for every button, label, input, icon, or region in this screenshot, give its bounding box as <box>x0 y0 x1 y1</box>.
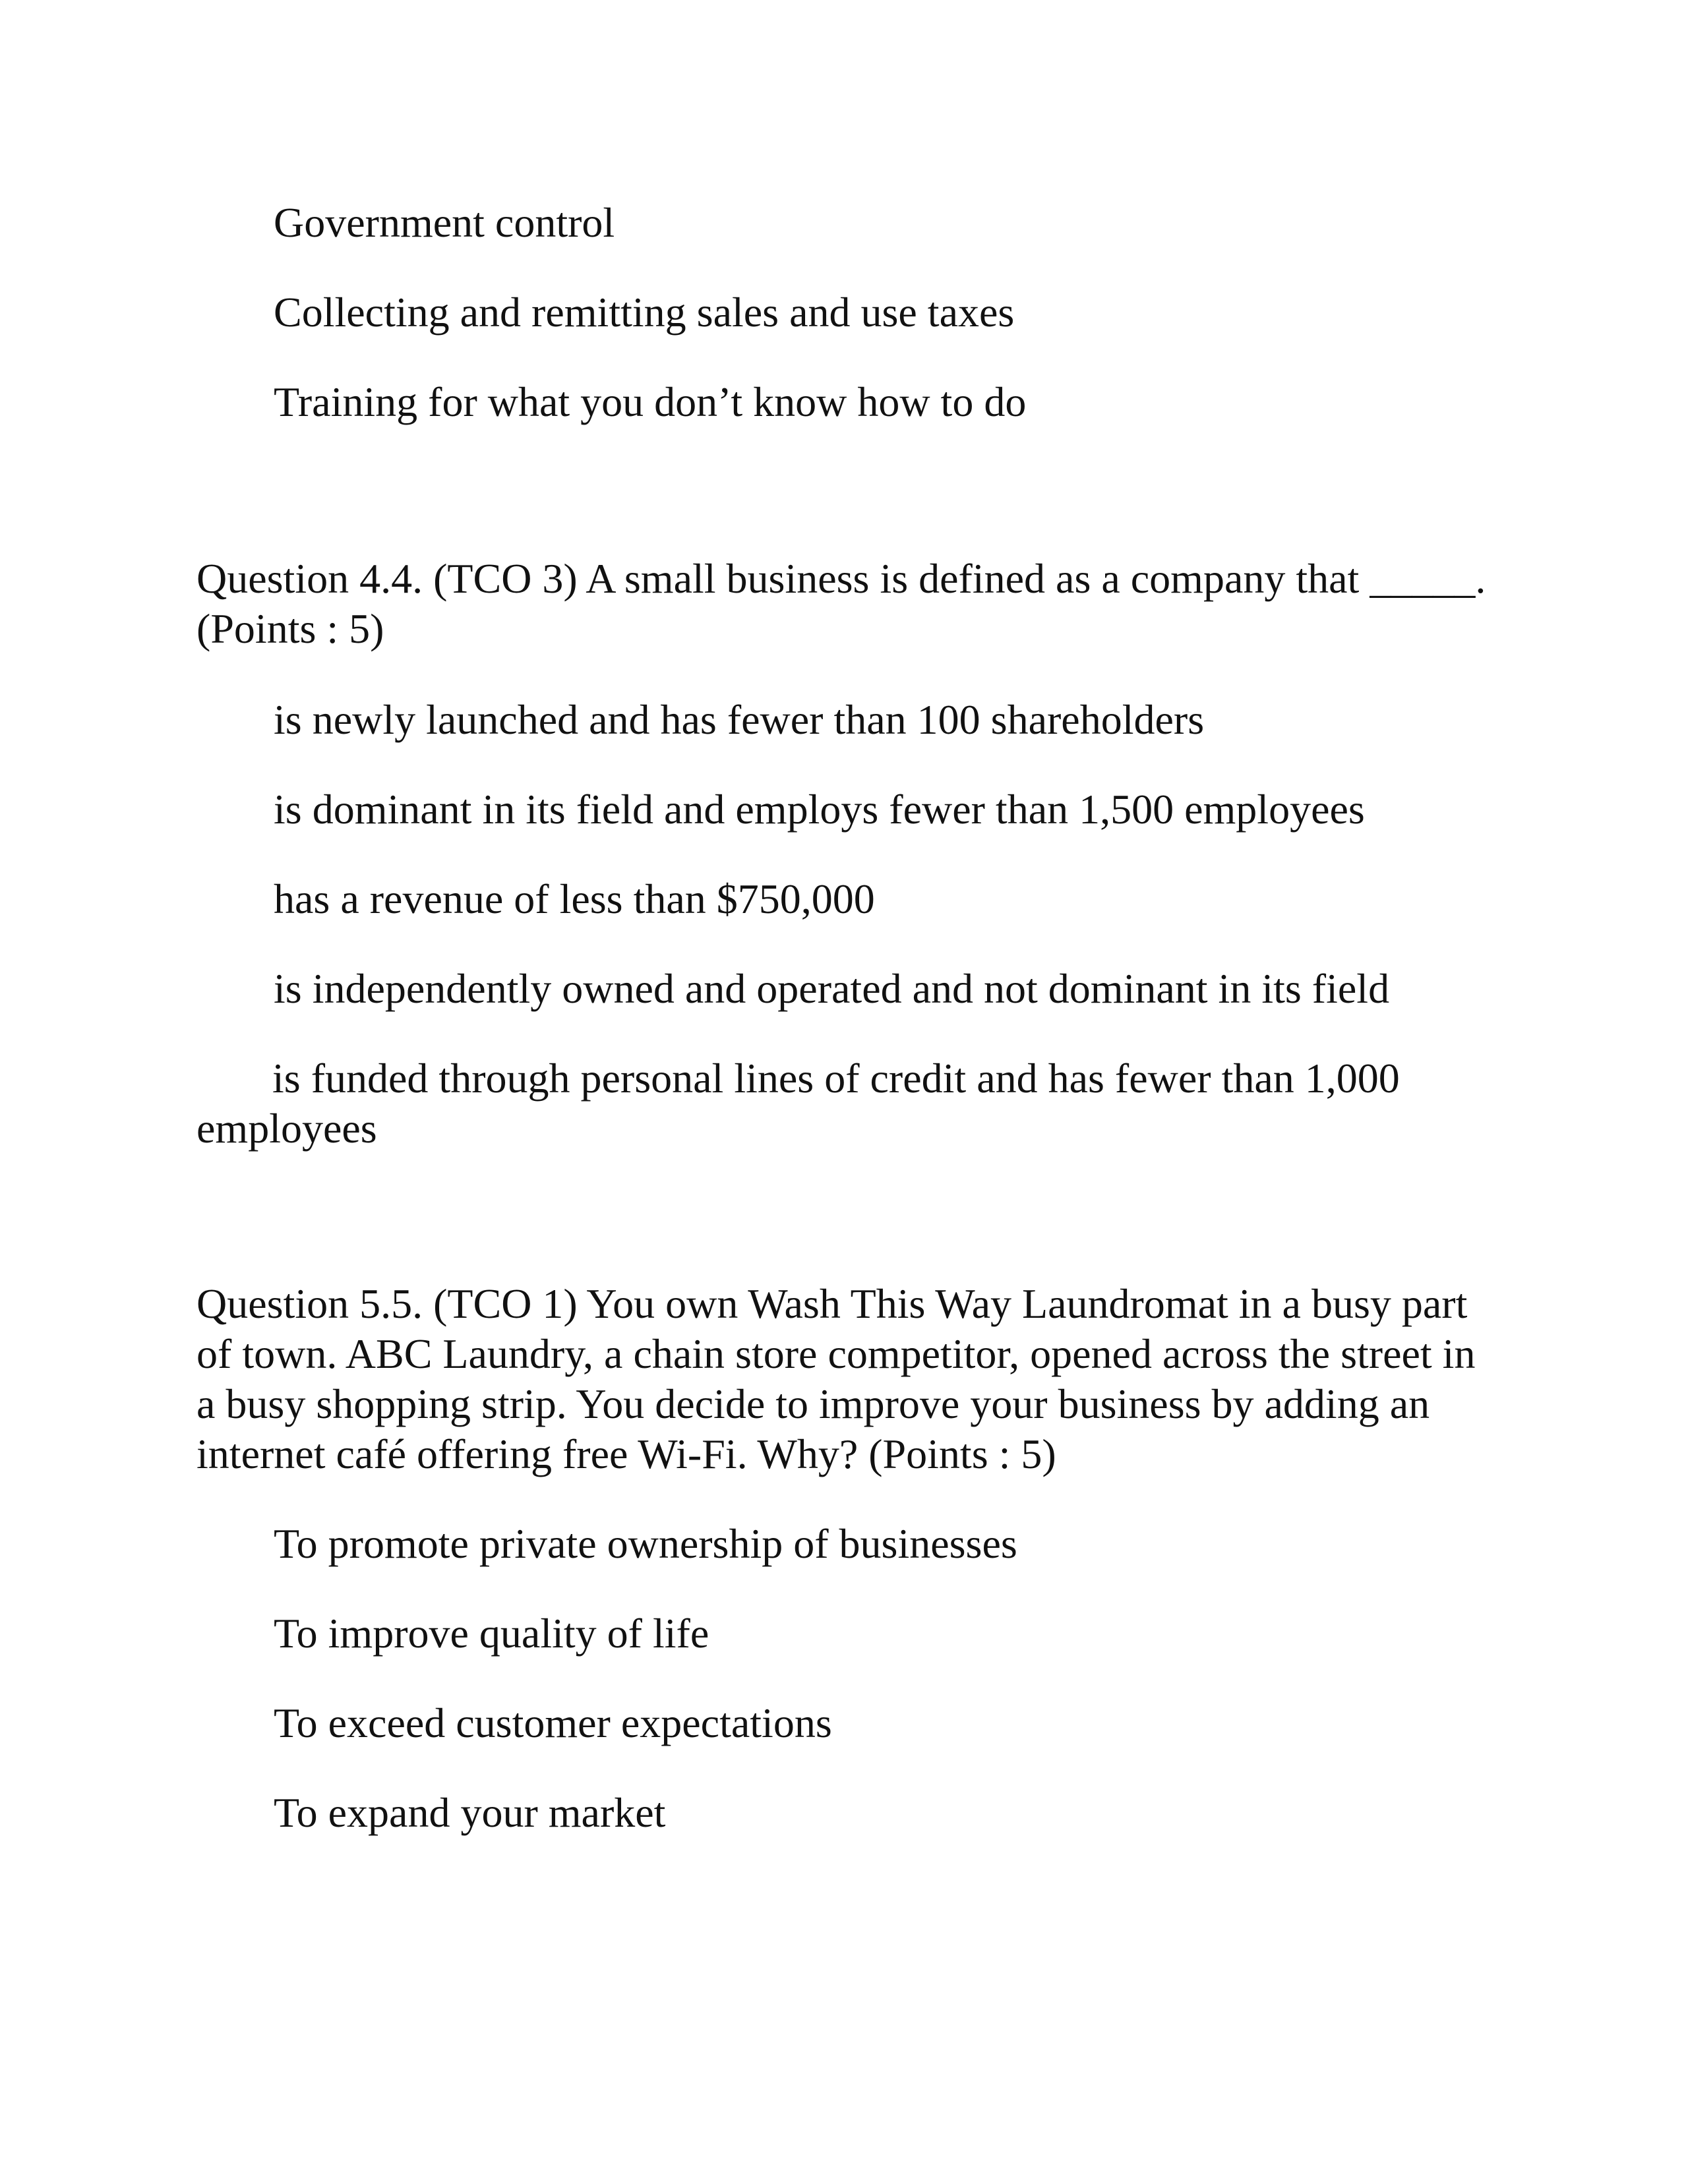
question-5-text: Question 5.5. (TCO 1) You own Wash This Way Laundromat in a busy part of town. ABC Laundry, a chain store competitor, opened across the street in a busy shopping strip. You decide to improve your business by adding an internet café offering free Wi-Fi. Why? (Points : 5) <box>196 1280 1476 1477</box>
answer-option: is funded through personal lines of credit and has fewer than 1,000 employees <box>196 1055 1400 1152</box>
question-4-text: Question 4.4. (TCO 3) A small business is defined as a company that _____. (Points : 5) <box>196 555 1486 652</box>
answer-option: Government control <box>274 199 615 246</box>
answer-option: To promote private ownership of businesses <box>274 1520 1017 1567</box>
answer-option: Training for what you don’t know how to do <box>274 378 1027 425</box>
answer-option: To exceed customer expectations <box>274 1699 832 1746</box>
answer-option: has a revenue of less than $750,000 <box>274 875 875 922</box>
answer-option: Collecting and remitting sales and use taxes <box>274 289 1015 336</box>
answer-option: To expand your market <box>274 1789 666 1836</box>
answer-option: is independently owned and operated and not dominant in its field <box>274 965 1390 1012</box>
answer-option: is dominant in its field and employs fewer than 1,500 employees <box>274 786 1365 833</box>
answer-option: is newly launched and has fewer than 100 shareholders <box>274 696 1205 743</box>
answer-option: To improve quality of life <box>274 1610 709 1657</box>
